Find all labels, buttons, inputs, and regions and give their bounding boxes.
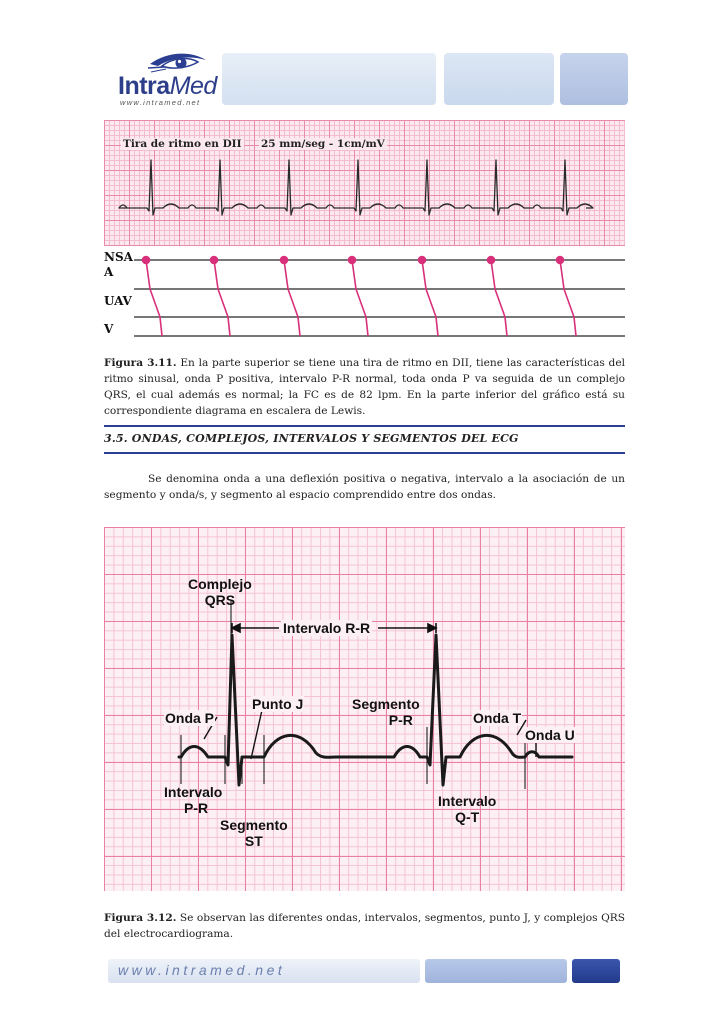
label-segmento-st: Segmento ST [220, 817, 288, 849]
header-bar-1 [222, 53, 436, 105]
figure-3-12-label: Figura 3.12. [104, 912, 177, 924]
header-bar-2 [444, 53, 554, 105]
figure-3-12-text: Se observan las diferentes ondas, intervalos, segmentos, punto J, y complejos QRS del electrocardiograma. [104, 912, 625, 940]
punto-j-pointer [251, 710, 262, 759]
footer-bar-2 [425, 959, 567, 983]
label-nsa: NSA [104, 250, 133, 264]
logo[interactable] [118, 50, 218, 108]
label-uav: UAV [104, 294, 132, 308]
strip-title-speed: 25 mm/seg - 1cm/mV [261, 138, 385, 150]
label-a: A [104, 265, 114, 279]
label-intervalo-qt: Intervalo Q-T [438, 793, 497, 825]
header-bar-3 [560, 53, 628, 105]
lewis-ladder [104, 247, 625, 347]
section-paragraph: Se denomina onda a una deflexión positiva o negativa, intervalo a la asociación de un segmento y onda/s, y segmento al espacio comprendido entre dos ondas. [104, 473, 625, 501]
logo-url: www.intramed.net [120, 98, 201, 107]
label-v: V [104, 322, 114, 336]
label-onda-t: Onda T [473, 710, 522, 726]
figure-3-11-label: Figura 3.11. [104, 357, 177, 369]
footer-url[interactable]: www.intramed.net [118, 962, 286, 978]
label-punto-j: Punto J [252, 696, 304, 712]
rhythm-trace [104, 120, 625, 246]
label-intervalo-rr: Intervalo R-R [283, 620, 371, 636]
label-onda-p: Onda P [165, 710, 215, 726]
section-rule-top [104, 425, 625, 427]
section-rule-bottom [104, 452, 625, 454]
figure-3-11-text: En la parte superior se tiene una tira de ritmo en DII, tiene las características del ritmo sinusal, onda P positiva, intervalo P-R normal, toda onda P va seguida de un complejo QRS, el cual además es normal; la FC es de 82 lpm. En la parte inferior del gráfico está su correspondiente diagrama en escalera de Lewis. [104, 357, 625, 417]
logo-sub-text: Med [169, 72, 217, 100]
section-title: 3.5. ONDAS, COMPLEJOS, INTERVALOS Y SEGMENTOS DEL ECG [104, 432, 519, 445]
footer-bar-3 [572, 959, 620, 983]
label-onda-u: Onda U [525, 727, 575, 743]
ladder-diagram [104, 247, 625, 347]
figure-3-12-caption [104, 910, 625, 942]
figure-3-11-caption [104, 355, 625, 419]
strip-title-lead: Tira de ritmo en DII [123, 138, 242, 150]
label-segmento-pr: Segmento P-R [352, 696, 420, 728]
rhythm-strip [104, 120, 625, 246]
label-complejo-qrs: Complejo QRS [188, 576, 252, 608]
label-intervalo-pr: Intervalo P-R [164, 784, 223, 816]
ecg-diagram [104, 527, 625, 891]
logo-main-text: Intra [118, 72, 170, 100]
